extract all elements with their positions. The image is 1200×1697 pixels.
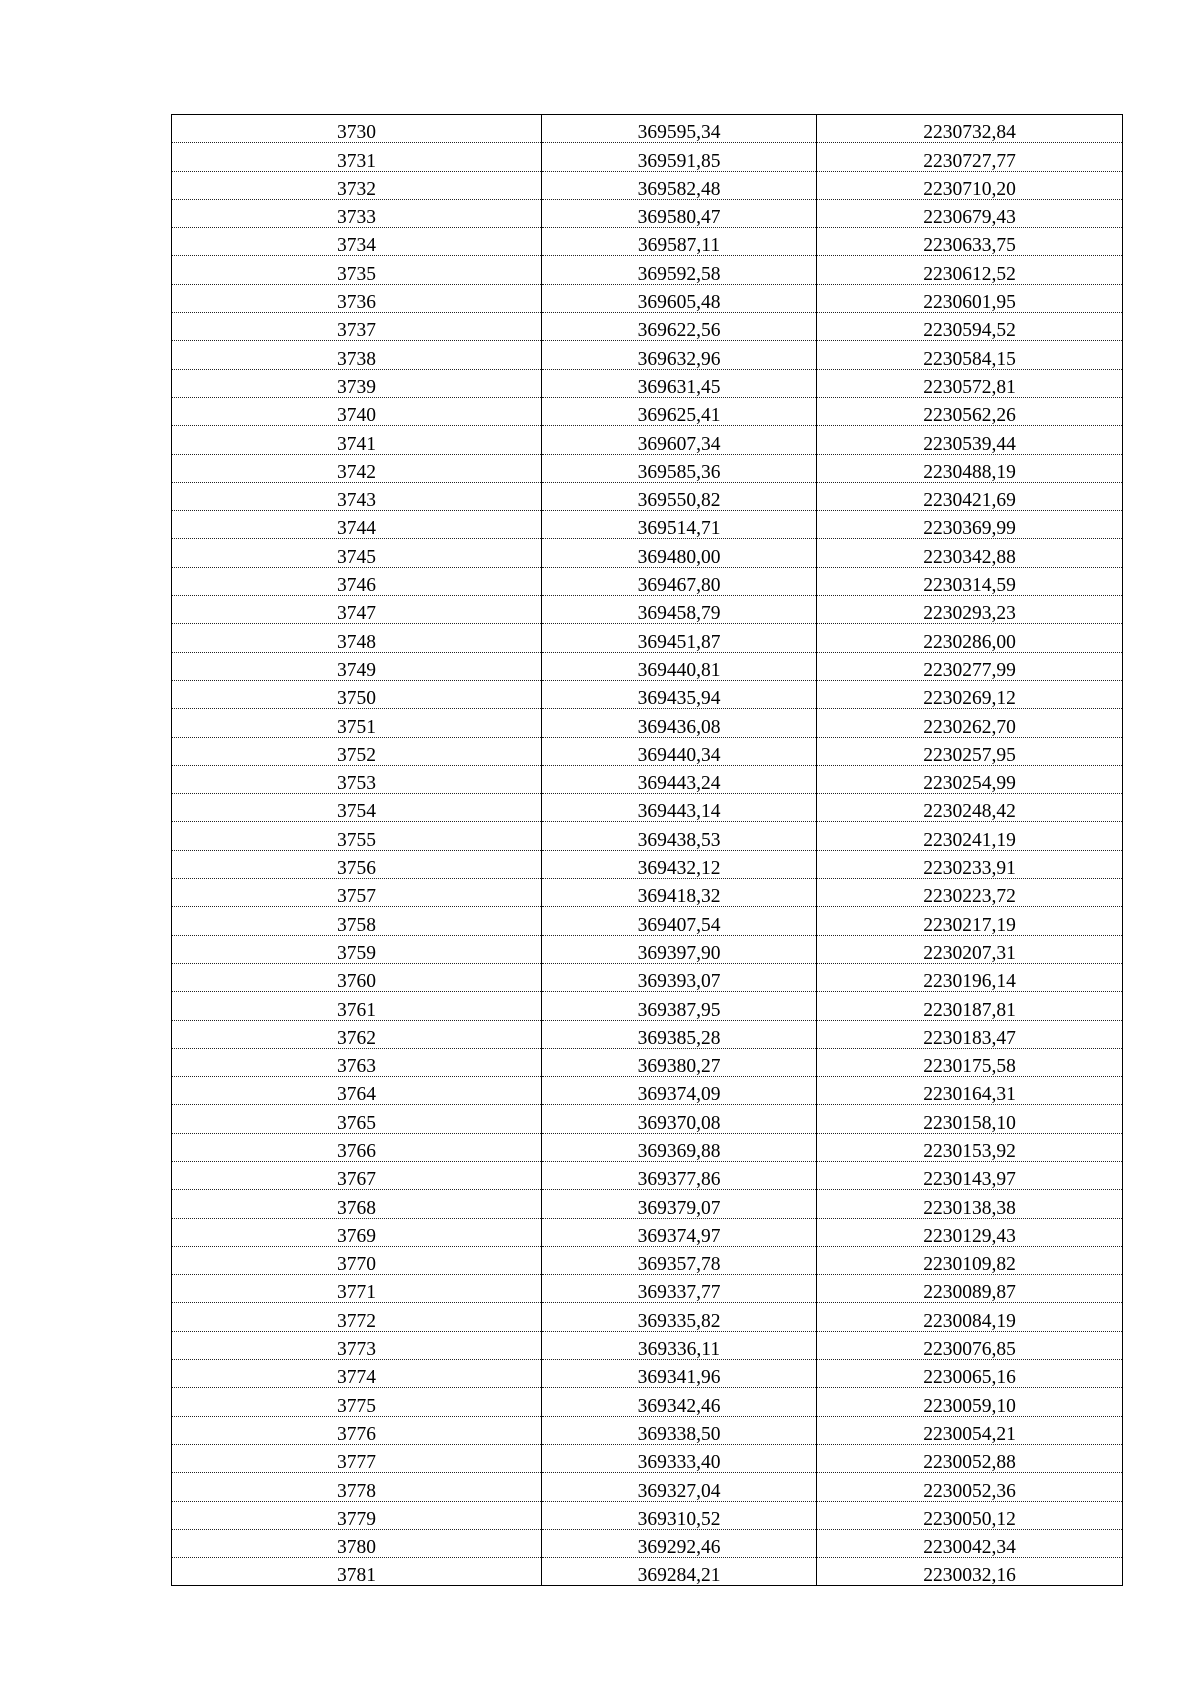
point-number-cell: 3753 (172, 765, 542, 793)
x-coordinate-cell: 369622,56 (542, 313, 817, 341)
x-coordinate-cell: 369327,04 (542, 1473, 817, 1501)
point-number-cell: 3745 (172, 539, 542, 567)
x-coordinate-cell: 369605,48 (542, 284, 817, 312)
table-row (172, 426, 1123, 454)
point-number-cell: 3733 (172, 199, 542, 227)
x-coordinate-cell: 369436,08 (542, 709, 817, 737)
table-row (172, 1218, 1123, 1246)
point-number-cell: 3774 (172, 1360, 542, 1388)
x-coordinate-cell: 369625,41 (542, 397, 817, 425)
x-coordinate-cell: 369467,80 (542, 567, 817, 595)
point-number-cell: 3772 (172, 1303, 542, 1331)
table-row (172, 1416, 1123, 1444)
x-coordinate-cell: 369310,52 (542, 1501, 817, 1529)
point-number-cell: 3781 (172, 1558, 542, 1586)
table-row (172, 1529, 1123, 1557)
x-coordinate-cell: 369631,45 (542, 369, 817, 397)
x-coordinate-cell: 369380,27 (542, 1048, 817, 1076)
y-coordinate-cell: 2230269,12 (817, 680, 1123, 708)
x-coordinate-cell: 369550,82 (542, 482, 817, 510)
y-coordinate-cell: 2230539,44 (817, 426, 1123, 454)
point-number-cell: 3779 (172, 1501, 542, 1529)
x-coordinate-cell: 369407,54 (542, 907, 817, 935)
point-number-cell: 3754 (172, 794, 542, 822)
table-row (172, 709, 1123, 737)
table-row (172, 313, 1123, 341)
y-coordinate-cell: 2230076,85 (817, 1331, 1123, 1359)
x-coordinate-cell: 369632,96 (542, 341, 817, 369)
point-number-cell: 3748 (172, 624, 542, 652)
table-row (172, 369, 1123, 397)
table-row (172, 1303, 1123, 1331)
x-coordinate-cell: 369397,90 (542, 935, 817, 963)
x-coordinate-cell: 369379,07 (542, 1190, 817, 1218)
y-coordinate-cell: 2230710,20 (817, 171, 1123, 199)
x-coordinate-cell: 369451,87 (542, 624, 817, 652)
x-coordinate-cell: 369333,40 (542, 1444, 817, 1472)
point-number-cell: 3747 (172, 596, 542, 624)
y-coordinate-cell: 2230217,19 (817, 907, 1123, 935)
y-coordinate-cell: 2230727,77 (817, 143, 1123, 171)
point-number-cell: 3762 (172, 1020, 542, 1048)
y-coordinate-cell: 2230138,38 (817, 1190, 1123, 1218)
table-row (172, 1077, 1123, 1105)
point-number-cell: 3767 (172, 1161, 542, 1189)
table-row (172, 539, 1123, 567)
y-coordinate-cell: 2230248,42 (817, 794, 1123, 822)
table-row (172, 284, 1123, 312)
point-number-cell: 3732 (172, 171, 542, 199)
y-coordinate-cell: 2230488,19 (817, 454, 1123, 482)
point-number-cell: 3768 (172, 1190, 542, 1218)
x-coordinate-cell: 369374,09 (542, 1077, 817, 1105)
x-coordinate-cell: 369582,48 (542, 171, 817, 199)
x-coordinate-cell: 369336,11 (542, 1331, 817, 1359)
table-row (172, 652, 1123, 680)
table-row (172, 765, 1123, 793)
table-row (172, 199, 1123, 227)
y-coordinate-cell: 2230175,58 (817, 1048, 1123, 1076)
x-coordinate-cell: 369377,86 (542, 1161, 817, 1189)
y-coordinate-cell: 2230089,87 (817, 1275, 1123, 1303)
table-row (172, 1501, 1123, 1529)
y-coordinate-cell: 2230059,10 (817, 1388, 1123, 1416)
table-row (172, 397, 1123, 425)
x-coordinate-cell: 369458,79 (542, 596, 817, 624)
y-coordinate-cell: 2230187,81 (817, 992, 1123, 1020)
y-coordinate-cell: 2230109,82 (817, 1246, 1123, 1274)
point-number-cell: 3746 (172, 567, 542, 595)
table-row (172, 1105, 1123, 1133)
point-number-cell: 3752 (172, 737, 542, 765)
table-row (172, 511, 1123, 539)
table-row (172, 482, 1123, 510)
y-coordinate-cell: 2230679,43 (817, 199, 1123, 227)
table-row (172, 822, 1123, 850)
x-coordinate-cell: 369585,36 (542, 454, 817, 482)
y-coordinate-cell: 2230065,16 (817, 1360, 1123, 1388)
y-coordinate-cell: 2230732,84 (817, 115, 1123, 143)
point-number-cell: 3761 (172, 992, 542, 1020)
table-row (172, 963, 1123, 991)
x-coordinate-cell: 369595,34 (542, 115, 817, 143)
y-coordinate-cell: 2230233,91 (817, 850, 1123, 878)
table-row (172, 596, 1123, 624)
point-number-cell: 3756 (172, 850, 542, 878)
y-coordinate-cell: 2230241,19 (817, 822, 1123, 850)
y-coordinate-cell: 2230572,81 (817, 369, 1123, 397)
x-coordinate-cell: 369393,07 (542, 963, 817, 991)
table-row (172, 1331, 1123, 1359)
table-row (172, 680, 1123, 708)
y-coordinate-cell: 2230293,23 (817, 596, 1123, 624)
point-number-cell: 3773 (172, 1331, 542, 1359)
table-row (172, 879, 1123, 907)
x-coordinate-cell: 369369,88 (542, 1133, 817, 1161)
point-number-cell: 3735 (172, 256, 542, 284)
x-coordinate-cell: 369443,24 (542, 765, 817, 793)
point-number-cell: 3766 (172, 1133, 542, 1161)
point-number-cell: 3731 (172, 143, 542, 171)
point-number-cell: 3765 (172, 1105, 542, 1133)
x-coordinate-cell: 369438,53 (542, 822, 817, 850)
y-coordinate-cell: 2230129,43 (817, 1218, 1123, 1246)
table-row (172, 1246, 1123, 1274)
y-coordinate-cell: 2230164,31 (817, 1077, 1123, 1105)
x-coordinate-cell: 369385,28 (542, 1020, 817, 1048)
point-number-cell: 3741 (172, 426, 542, 454)
y-coordinate-cell: 2230633,75 (817, 228, 1123, 256)
point-number-cell: 3760 (172, 963, 542, 991)
table-row (172, 1161, 1123, 1189)
x-coordinate-cell: 369580,47 (542, 199, 817, 227)
y-coordinate-cell: 2230223,72 (817, 879, 1123, 907)
x-coordinate-cell: 369374,97 (542, 1218, 817, 1246)
y-coordinate-cell: 2230052,36 (817, 1473, 1123, 1501)
y-coordinate-cell: 2230042,34 (817, 1529, 1123, 1557)
table-row (172, 1444, 1123, 1472)
table-row (172, 624, 1123, 652)
table-row (172, 935, 1123, 963)
y-coordinate-cell: 2230196,14 (817, 963, 1123, 991)
y-coordinate-cell: 2230032,16 (817, 1558, 1123, 1586)
y-coordinate-cell: 2230342,88 (817, 539, 1123, 567)
x-coordinate-cell: 369514,71 (542, 511, 817, 539)
table-row (172, 1275, 1123, 1303)
point-number-cell: 3743 (172, 482, 542, 510)
point-number-cell: 3737 (172, 313, 542, 341)
table-row (172, 143, 1123, 171)
point-number-cell: 3740 (172, 397, 542, 425)
point-number-cell: 3751 (172, 709, 542, 737)
table-row (172, 850, 1123, 878)
point-number-cell: 3776 (172, 1416, 542, 1444)
y-coordinate-cell: 2230183,47 (817, 1020, 1123, 1048)
x-coordinate-cell: 369440,81 (542, 652, 817, 680)
y-coordinate-cell: 2230314,59 (817, 567, 1123, 595)
x-coordinate-cell: 369338,50 (542, 1416, 817, 1444)
y-coordinate-cell: 2230158,10 (817, 1105, 1123, 1133)
coordinates-table (171, 114, 1123, 1586)
point-number-cell: 3775 (172, 1388, 542, 1416)
y-coordinate-cell: 2230054,21 (817, 1416, 1123, 1444)
y-coordinate-cell: 2230601,95 (817, 284, 1123, 312)
point-number-cell: 3744 (172, 511, 542, 539)
x-coordinate-cell: 369607,34 (542, 426, 817, 454)
point-number-cell: 3757 (172, 879, 542, 907)
point-number-cell: 3780 (172, 1529, 542, 1557)
table-row (172, 1360, 1123, 1388)
table-row (172, 794, 1123, 822)
table-row (172, 115, 1123, 143)
point-number-cell: 3749 (172, 652, 542, 680)
y-coordinate-cell: 2230052,88 (817, 1444, 1123, 1472)
x-coordinate-cell: 369432,12 (542, 850, 817, 878)
table-row (172, 256, 1123, 284)
y-coordinate-cell: 2230143,97 (817, 1161, 1123, 1189)
table-row (172, 1473, 1123, 1501)
point-number-cell: 3758 (172, 907, 542, 935)
y-coordinate-cell: 2230277,99 (817, 652, 1123, 680)
x-coordinate-cell: 369418,32 (542, 879, 817, 907)
table-row (172, 737, 1123, 765)
table-row (172, 1388, 1123, 1416)
y-coordinate-cell: 2230421,69 (817, 482, 1123, 510)
y-coordinate-cell: 2230584,15 (817, 341, 1123, 369)
point-number-cell: 3736 (172, 284, 542, 312)
table-row (172, 1048, 1123, 1076)
y-coordinate-cell: 2230153,92 (817, 1133, 1123, 1161)
point-number-cell: 3778 (172, 1473, 542, 1501)
x-coordinate-cell: 369387,95 (542, 992, 817, 1020)
table-row (172, 907, 1123, 935)
table-row (172, 1133, 1123, 1161)
point-number-cell: 3755 (172, 822, 542, 850)
x-coordinate-cell: 369337,77 (542, 1275, 817, 1303)
point-number-cell: 3764 (172, 1077, 542, 1105)
x-coordinate-cell: 369342,46 (542, 1388, 817, 1416)
y-coordinate-cell: 2230612,52 (817, 256, 1123, 284)
point-number-cell: 3742 (172, 454, 542, 482)
x-coordinate-cell: 369587,11 (542, 228, 817, 256)
x-coordinate-cell: 369284,21 (542, 1558, 817, 1586)
table-row (172, 228, 1123, 256)
x-coordinate-cell: 369440,34 (542, 737, 817, 765)
table-row (172, 454, 1123, 482)
point-number-cell: 3734 (172, 228, 542, 256)
table-row (172, 1190, 1123, 1218)
point-number-cell: 3739 (172, 369, 542, 397)
point-number-cell: 3769 (172, 1218, 542, 1246)
y-coordinate-cell: 2230262,70 (817, 709, 1123, 737)
y-coordinate-cell: 2230369,99 (817, 511, 1123, 539)
point-number-cell: 3759 (172, 935, 542, 963)
x-coordinate-cell: 369480,00 (542, 539, 817, 567)
point-number-cell: 3730 (172, 115, 542, 143)
y-coordinate-cell: 2230594,52 (817, 313, 1123, 341)
table-row (172, 567, 1123, 595)
x-coordinate-cell: 369443,14 (542, 794, 817, 822)
x-coordinate-cell: 369370,08 (542, 1105, 817, 1133)
x-coordinate-cell: 369591,85 (542, 143, 817, 171)
y-coordinate-cell: 2230562,26 (817, 397, 1123, 425)
coordinates-table-body (172, 115, 1123, 1586)
y-coordinate-cell: 2230286,00 (817, 624, 1123, 652)
y-coordinate-cell: 2230254,99 (817, 765, 1123, 793)
point-number-cell: 3770 (172, 1246, 542, 1274)
x-coordinate-cell: 369292,46 (542, 1529, 817, 1557)
y-coordinate-cell: 2230050,12 (817, 1501, 1123, 1529)
table-row (172, 341, 1123, 369)
y-coordinate-cell: 2230207,31 (817, 935, 1123, 963)
point-number-cell: 3750 (172, 680, 542, 708)
point-number-cell: 3777 (172, 1444, 542, 1472)
point-number-cell: 3763 (172, 1048, 542, 1076)
table-row (172, 171, 1123, 199)
x-coordinate-cell: 369435,94 (542, 680, 817, 708)
y-coordinate-cell: 2230257,95 (817, 737, 1123, 765)
point-number-cell: 3771 (172, 1275, 542, 1303)
x-coordinate-cell: 369357,78 (542, 1246, 817, 1274)
x-coordinate-cell: 369335,82 (542, 1303, 817, 1331)
table-row (172, 1020, 1123, 1048)
table-row (172, 1558, 1123, 1586)
x-coordinate-cell: 369341,96 (542, 1360, 817, 1388)
table-row (172, 992, 1123, 1020)
point-number-cell: 3738 (172, 341, 542, 369)
x-coordinate-cell: 369592,58 (542, 256, 817, 284)
y-coordinate-cell: 2230084,19 (817, 1303, 1123, 1331)
